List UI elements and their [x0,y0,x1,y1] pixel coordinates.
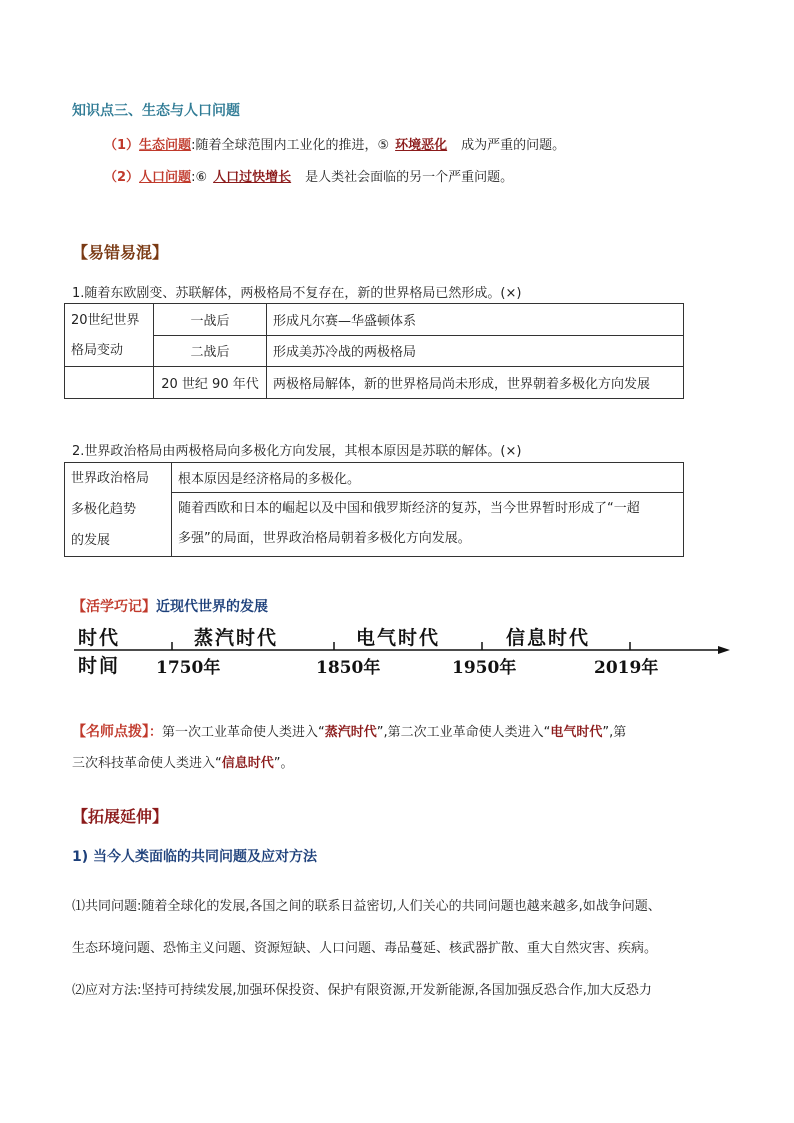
year-1950: 1950年 [452,658,517,678]
extend-paragraph-1-line-2: 生态环境问题、恐怖主义问题、资源短缺、人口问题、毒品蔓延、核武器扩散、重大自然灾害、疾病。 [72,941,658,956]
extend-paragraph-2: ⑵应对方法:坚持可持续发展,加强环保投资、保护有限资源,开发新能源,各国加强反恐合作,加大反恐力 [72,983,652,998]
table-desc-cell: 形成凡尔赛—华盛顿体系 [267,304,684,336]
error-question-2: 2.世界政治格局由两极格局向多极化方向发展，其根本原因是苏联的解体。(×) [72,444,522,459]
population-answer: 人口过快增长 [213,170,292,185]
era-information: 信息时代 [506,627,591,649]
world-pattern-table [64,303,684,399]
year-1850: 1850年 [316,658,381,678]
memory-title: 近现代世界的发展 [156,599,268,615]
table-header-cell: 20世纪世界 格局变动 [65,304,154,367]
item-number: （1） [104,138,140,153]
ecology-line [104,134,565,153]
table-empty-cell [65,367,154,399]
era-caption: 时代 [78,627,121,649]
tips-line-1: 【名师点拨】：第一次工业革命使人类进入“蒸汽时代”,第二次工业革命使人类进入“电气时代”,第 [72,724,627,740]
table-period-cell: 一战后 [154,304,267,336]
tips-bracket: 【名师点拨】 [72,724,149,740]
table-desc-cell: 两极格局解体，新的世界格局尚未形成，世界朝着多极化方向发展 [267,367,684,399]
extend-paragraph-1-line-1: ⑴共同问题:随着全球化的发展,各国之间的联系日益密切,人们关心的共同问题也越来越多,如战争问题、 [72,899,661,914]
tips-line-2: 三次科技革命使人类进入“信息时代”。 [72,756,294,771]
memory-heading [72,596,268,616]
year-2019: 2019年 [594,658,659,678]
ecology-text: :随着全球范围内工业化的推进，⑤ [191,138,390,153]
ecology-answer: 环境恶化 [395,138,448,153]
table-period-cell: 二战后 [154,335,267,367]
population-line [104,166,513,185]
memory-bracket: 【活学巧记】 [72,599,156,615]
population-text: :⑥ [191,170,208,185]
year-1750: 1750年 [156,658,221,678]
extend-subtitle: 1) 当今人类面临的共同问题及应对方法 [72,849,318,865]
section-title: 知识点三、生态与人口问题 [72,103,240,119]
table-desc-cell: 形成美苏冷战的两极格局 [267,335,684,367]
tip-answer-steam: 蒸汽时代 [324,725,377,740]
extend-title: 【拓展延伸】 [72,807,169,826]
era-electric: 电气时代 [356,627,441,649]
ecology-label: 生态问题 [139,138,192,153]
error-question-1: 1.随着东欧剧变、苏联解体，两极格局不复存在，新的世界格局已然形成。(×) [72,286,522,301]
table-period-cell: 20 世纪 90 年代 [154,367,267,399]
table-header-cell: 世界政治格局 多极化趋势 的发展 [65,463,172,557]
timeline-arrow-icon [718,646,730,654]
time-caption: 时间 [78,655,121,677]
era-steam: 蒸汽时代 [194,627,279,649]
tip-answer-electric: 电气时代 [550,725,603,740]
population-text-after: 是人类社会面临的另一个严重问题。 [305,170,514,185]
ecology-text-after: 成为严重的问题。 [461,138,566,153]
table-reason-cell: 根本原因是经济格局的多极化。 [172,463,684,493]
tip-answer-information: 信息时代 [221,756,274,771]
table-explain-cell: 随着西欧和日本的崛起以及中国和俄罗斯经济的复苏，当今世界暂时形成了“一超 多强”的局面，世界政治格局朝着多极化方向发展。 [172,492,684,556]
errors-title: 【易错易混】 [72,243,169,262]
item-number: （2） [104,170,140,185]
multipolar-table [64,462,684,557]
population-label: 人口问题 [139,170,192,185]
